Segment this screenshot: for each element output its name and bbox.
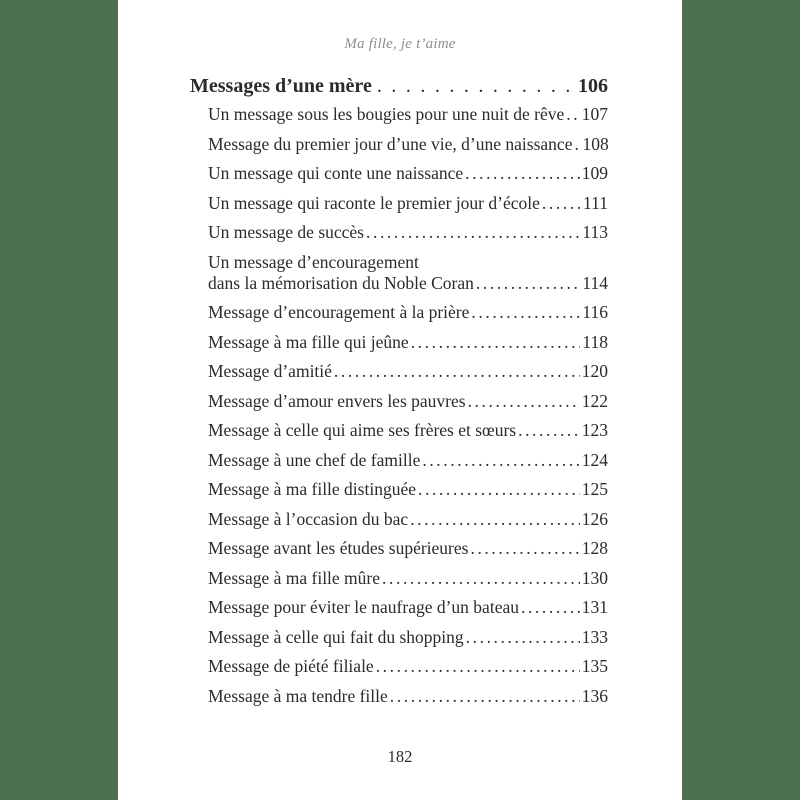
dot-leader: [382, 568, 580, 589]
toc-entry-line: [208, 686, 608, 707]
toc-page-number: 114: [582, 272, 608, 293]
toc-entry: [208, 479, 608, 500]
toc-entries: [190, 104, 608, 707]
toc-heading-page-number: 106: [578, 75, 608, 97]
toc-entry-title: Message d’amour envers les pauvres: [208, 390, 466, 411]
dot-leader: [418, 479, 580, 500]
dot-leader: [466, 627, 580, 648]
toc-entry-line: [208, 134, 608, 155]
toc-entry-line: [208, 538, 608, 559]
toc-page-number: 135: [581, 656, 608, 676]
toc-page-number: 128: [581, 538, 608, 558]
dot-leader: [566, 104, 580, 125]
toc-page-number: 131: [581, 597, 608, 617]
toc-entry: [208, 391, 608, 412]
table-of-contents: [190, 74, 608, 715]
dot-leader: [422, 450, 579, 471]
toc-entry: [208, 193, 608, 214]
toc-entry-line: [208, 627, 608, 648]
toc-page-number: 133: [581, 626, 608, 647]
toc-entry-title: Message à ma fille distinguée: [208, 479, 416, 499]
dot-leader: [410, 509, 580, 530]
toc-page-number: 123: [581, 420, 608, 440]
toc-entry-title: Un message de succès: [208, 222, 364, 242]
toc-entry-line: [208, 391, 608, 412]
toc-entry: [208, 222, 608, 243]
toc-entry-title: Message pour éviter le naufrage d’un bateau: [208, 597, 519, 617]
toc-entry-title: Message à l’occasion du bac: [208, 508, 409, 529]
toc-page-number: 125: [581, 479, 608, 499]
toc-entry-line: [208, 104, 608, 125]
toc-entry-title: Message d’encouragement à la prière: [208, 302, 470, 322]
toc-entry: [208, 104, 608, 125]
toc-entry: [208, 627, 608, 648]
toc-entry-line: [208, 597, 608, 618]
toc-entry: [208, 252, 608, 294]
dot-leader: [390, 686, 580, 707]
toc-page-number: 107: [581, 104, 608, 124]
toc-entry-title: Un message qui raconte le premier jour d’école: [208, 192, 540, 213]
toc-entry-line: [208, 332, 608, 353]
toc-page-number: 116: [582, 302, 608, 322]
toc-entry-title: Message à ma fille qui jeûne: [208, 331, 409, 352]
toc-entry-title: Message avant les études supérieures: [208, 538, 469, 558]
toc-entry: [208, 538, 608, 559]
toc-entry-line: [208, 252, 608, 273]
toc-entry: [208, 361, 608, 382]
toc-entry-line: [208, 420, 608, 441]
toc-entry-title: Message à celle qui aime ses frères et sœurs: [208, 420, 517, 440]
toc-entry: [208, 686, 608, 707]
toc-page-number: 108: [582, 133, 609, 154]
toc-page-number: 124: [581, 449, 608, 470]
toc-page-number: 130: [581, 567, 608, 588]
dot-leader: [471, 302, 580, 323]
toc-page-number: 120: [581, 361, 608, 381]
running-head: Ma fille, je t’aime: [344, 36, 456, 52]
toc-entry-line: [208, 568, 608, 589]
toc-page-number: 111: [583, 192, 608, 213]
toc-entry-title: Message à ma fille mûre: [208, 567, 381, 588]
dot-leader: [376, 656, 580, 677]
toc-entry-title: dans la mémorisation du Noble Coran: [208, 272, 474, 293]
toc-entry-line: [208, 163, 608, 184]
dot-leader: [521, 597, 580, 618]
toc-page-number: 118: [582, 331, 608, 352]
toc-entry: [208, 656, 608, 677]
toc-entry-line: [208, 273, 608, 294]
footer-page-number: 182: [387, 747, 413, 766]
toc-page-number: 113: [582, 222, 608, 242]
toc-entry-title: Un message d’encouragement: [208, 251, 419, 272]
toc-entry: [208, 597, 608, 618]
toc-page-number: 136: [581, 685, 608, 706]
toc-entry-line: [208, 450, 608, 471]
toc-heading-title: Messages d’une mère: [190, 75, 372, 97]
dot-leader: [465, 163, 580, 184]
toc-entry: [208, 302, 608, 323]
toc-entry: [208, 509, 608, 530]
dot-leader: [366, 222, 580, 243]
toc-entry: [208, 450, 608, 471]
toc-heading: [190, 74, 608, 98]
toc-entry: [208, 332, 608, 353]
toc-entry-line: [208, 656, 608, 677]
book-page: [118, 0, 682, 800]
toc-page-number: 122: [581, 390, 608, 411]
toc-entry-title: Un message qui conte une naissance: [208, 163, 464, 183]
toc-entry-line: [208, 509, 608, 530]
dot-leader: [518, 420, 580, 441]
toc-entry-title: Message à ma tendre fille: [208, 685, 388, 706]
dot-leader: [476, 273, 581, 294]
dot-leader: [542, 193, 581, 214]
dot-leader: [374, 74, 576, 98]
toc-entry: [208, 134, 608, 155]
toc-entry-title: Message à celle qui fait du shopping: [208, 626, 464, 647]
dot-leader: [334, 361, 580, 382]
toc-entry-line: [208, 193, 608, 214]
toc-entry-title: Message du premier jour d’une vie, d’une naissance: [208, 133, 573, 154]
toc-entry-line: [208, 361, 608, 382]
dot-leader: [470, 538, 579, 559]
toc-page-number: 126: [581, 508, 608, 529]
toc-entry-title: Message à une chef de famille: [208, 449, 421, 470]
toc-page-number: 109: [581, 163, 608, 183]
dot-leader: [468, 391, 580, 412]
toc-entry: [208, 420, 608, 441]
toc-entry-title: Message de piété filiale: [208, 656, 374, 676]
dot-leader: [411, 332, 581, 353]
toc-entry-line: [208, 302, 608, 323]
toc-entry-line: [208, 479, 608, 500]
toc-entry: [208, 568, 608, 589]
toc-entry: [208, 163, 608, 184]
toc-entry-title: Message d’amitié: [208, 361, 332, 381]
toc-entry-title: Un message sous les bougies pour une nuit de rêve: [208, 104, 565, 124]
toc-entry-line: [208, 222, 608, 243]
